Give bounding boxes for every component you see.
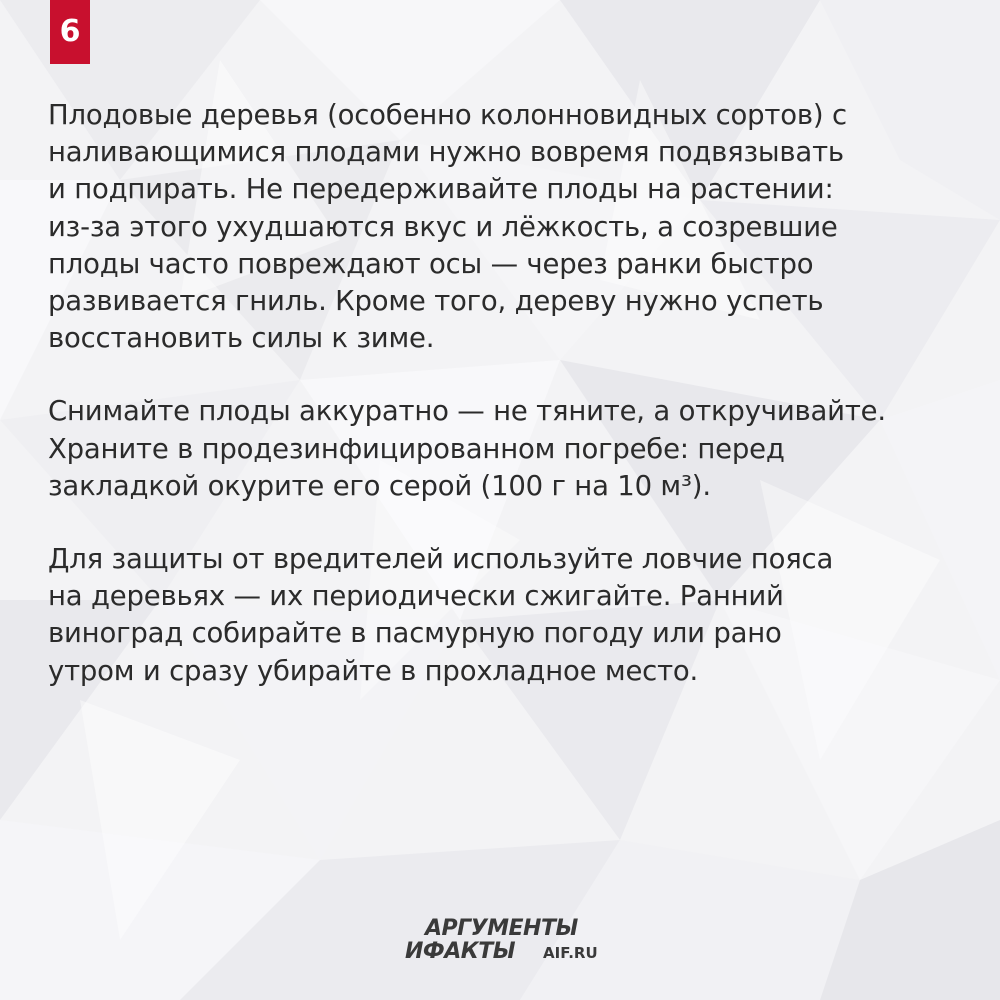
text-line: наливающимися плодами нужно вовремя подвязывать	[48, 136, 844, 169]
aif-logo	[405, 917, 615, 969]
text-line: закладкой окурите его серой (100 г на 10 м³).	[48, 469, 711, 502]
paragraph-3	[48, 541, 993, 690]
text-line: развивается гниль. Кроме того, дереву нужно успеть	[48, 285, 824, 318]
text-line: Храните в продезинфицированном погребе: перед	[48, 432, 785, 465]
logo-site-url: AIF.RU	[543, 944, 598, 962]
text-line: виноград собирайте в пасмурную погоду или рано	[48, 617, 782, 650]
text-line: на деревьях — их периодически сжигайте. Ранний	[48, 580, 784, 613]
paragraph-2	[48, 393, 993, 505]
article-body	[48, 97, 993, 726]
text-line: Для защиты от вредителей используйте ловчие пояса	[48, 543, 834, 576]
text-line: и подпирать. Не передерживайте плоды на растении:	[48, 173, 834, 206]
logo-text-ifakty: ИФАКТЫ	[405, 939, 516, 964]
text-line: плоды часто повреждают осы — через ранки быстро	[48, 247, 814, 280]
text-line: утром и сразу убирайте в прохладное место.	[48, 654, 699, 687]
logo-text-argumenty: АРГУМЕНТЫ	[425, 916, 578, 941]
paragraph-1	[48, 97, 993, 357]
page-number-badge: 6	[50, 0, 90, 64]
text-line: из-за этого ухудшаются вкус и лёжкость, а созревшие	[48, 210, 838, 243]
text-line: восстановить силы к зиме.	[48, 322, 435, 355]
text-line: Плодовые деревья (особенно колонновидных сортов) с	[48, 99, 847, 131]
text-line: Снимайте плоды аккуратно — не тяните, а откручивайте.	[48, 395, 886, 428]
